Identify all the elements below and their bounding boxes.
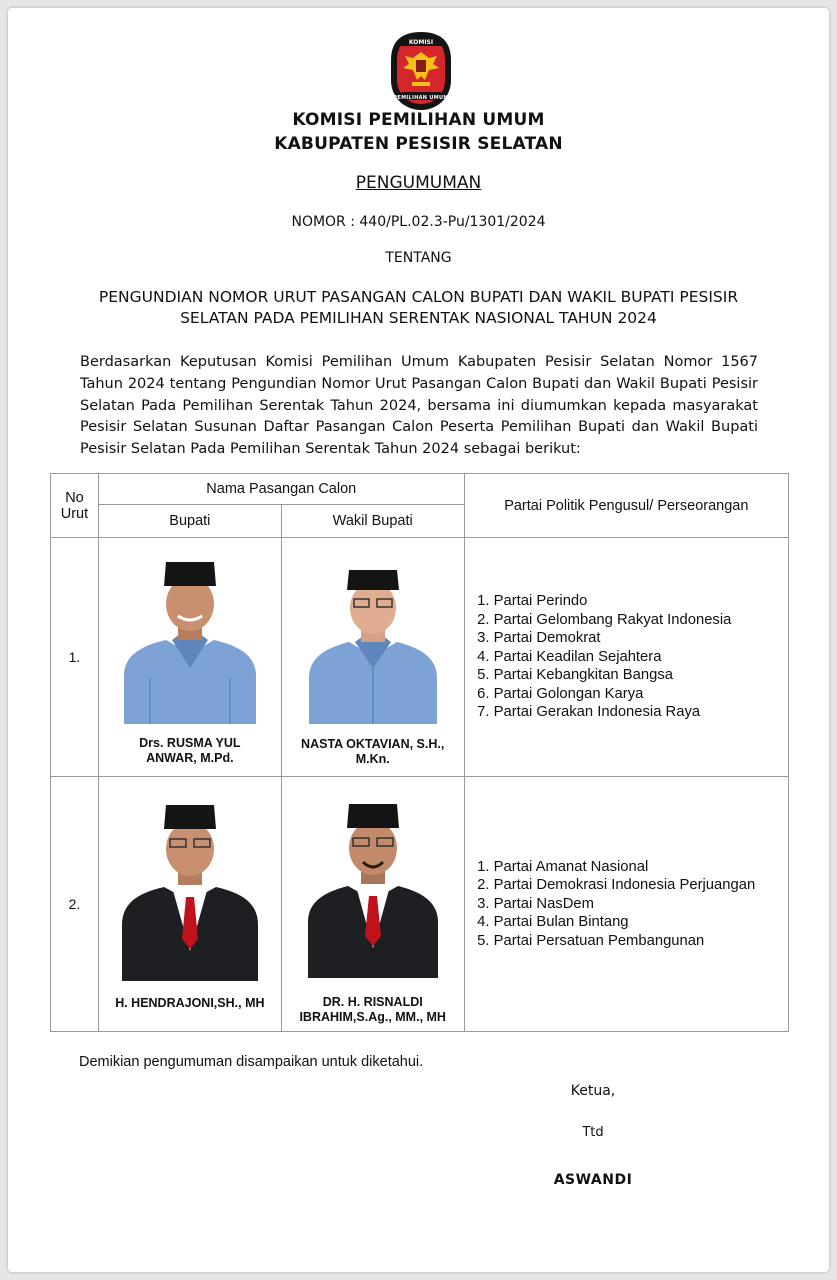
wakil-name-line2: IBRAHIM,S.Ag., MM., MH xyxy=(299,1010,446,1024)
doc-number: NOMOR : 440/PL.02.3-Pu/1301/2024 xyxy=(291,214,546,230)
wakil-cell xyxy=(281,777,464,1032)
doc-title: PENGUMUMAN xyxy=(355,173,482,193)
list-item: 2. Partai Demokrasi Indonesia Perjuangan xyxy=(494,876,788,895)
org-name-line2: KABUPATEN PESISIR SELATAN xyxy=(274,134,563,154)
closing-statement: Demikian pengumuman disampaikan untuk diketahui. xyxy=(79,1054,424,1070)
list-item: 4. Partai Keadilan Sejahtera xyxy=(494,648,788,667)
list-item: 4. Partai Bulan Bintang xyxy=(494,913,788,932)
col-no-line1: No xyxy=(65,489,84,506)
col-parties-header: Partai Politik Pengusul/ Perseorangan xyxy=(464,474,788,538)
bupati-cell xyxy=(98,538,281,777)
table-row xyxy=(51,538,789,777)
candidate-photo xyxy=(120,801,260,981)
candidate-photo xyxy=(120,558,260,724)
list-item: 5. Partai Persatuan Pembangunan xyxy=(494,932,788,951)
col-no-header xyxy=(51,474,99,538)
col-no-line2: Urut xyxy=(60,505,89,522)
col-bupati-header: Bupati xyxy=(98,505,281,538)
table-row xyxy=(51,777,789,1032)
list-item: 2. Partai Gelombang Rakyat Indonesia xyxy=(494,611,788,630)
wakil-cell xyxy=(281,538,464,777)
body-paragraph: Berdasarkan Keputusan Komisi Pemilihan Umum Kabupaten Pesisir Selatan Nomor 1567 Tahun 2024 tentang Pengundian Nomor Urut Pasangan Calon Bupati dan Wakil Bupati Pesisir Selatan Pada Pemilihan Serentak Tahun 2024, bersama ini diumumkan kepada masyarakat Pesisir Selatan Susunan Daftar Pasangan Calon Peserta Pemilihan Bupati dan Wakil Bupati Pesisir Selatan Pada Pemilihan Serentak Tahun 2024 sebagai berikut: xyxy=(80,354,758,458)
logo-text-top: KOMISI xyxy=(408,39,434,46)
bupati-cell xyxy=(98,777,281,1032)
list-item: 3. Partai Demokrat xyxy=(494,629,788,648)
subject-line2: SELATAN PADA PEMILIHAN SERENTAK NASIONAL TAHUN 2024 xyxy=(180,309,657,327)
signature-ttd: Ttd xyxy=(582,1125,604,1140)
list-item: 1. Partai Perindo xyxy=(494,592,788,611)
wakil-name-line1: DR. H. RISNALDI xyxy=(322,995,423,1009)
bupati-name-line1: Drs. RUSMA YUL xyxy=(139,736,241,750)
wakil-name-line1: NASTA OKTAVIAN, S.H., xyxy=(301,737,445,751)
signature-role: Ketua, xyxy=(570,1083,616,1099)
bupati-name-line1: H. HENDRAJONI,SH., MH xyxy=(115,996,265,1010)
row-number: 1. xyxy=(51,538,99,777)
col-wakil-header: Wakil Bupati xyxy=(281,505,464,538)
document-page xyxy=(8,8,829,1272)
wakil-name-line2: M.Kn. xyxy=(355,752,390,766)
candidate-table xyxy=(50,473,789,1032)
candidate-photo xyxy=(307,568,439,724)
kpu-logo xyxy=(387,30,455,112)
subject-line1: PENGUNDIAN NOMOR URUT PASANGAN CALON BUPATI DAN WAKIL BUPATI PESISIR xyxy=(98,288,739,306)
col-pair-header: Nama Pasangan Calon xyxy=(98,474,464,505)
list-item: 5. Partai Kebangkitan Bangsa xyxy=(494,666,788,685)
tentang-label: TENTANG xyxy=(385,250,452,266)
party-list xyxy=(469,592,788,722)
parties-cell xyxy=(464,777,788,1032)
logo-text-bottom: PEMILIHAN UMUM xyxy=(393,95,449,101)
list-item: 6. Partai Golongan Karya xyxy=(494,685,788,704)
party-list xyxy=(469,858,788,951)
list-item: 3. Partai NasDem xyxy=(494,895,788,914)
bupati-name-line2: ANWAR, M.Pd. xyxy=(146,751,234,765)
parties-cell xyxy=(464,538,788,777)
list-item: 7. Partai Gerakan Indonesia Raya xyxy=(494,703,788,722)
list-item: 1. Partai Amanat Nasional xyxy=(494,858,788,877)
org-name-line1: KOMISI PEMILIHAN UMUM xyxy=(292,110,545,130)
row-number: 2. xyxy=(51,777,99,1032)
signature-name: ASWANDI xyxy=(553,1172,633,1188)
candidate-photo xyxy=(306,802,440,978)
